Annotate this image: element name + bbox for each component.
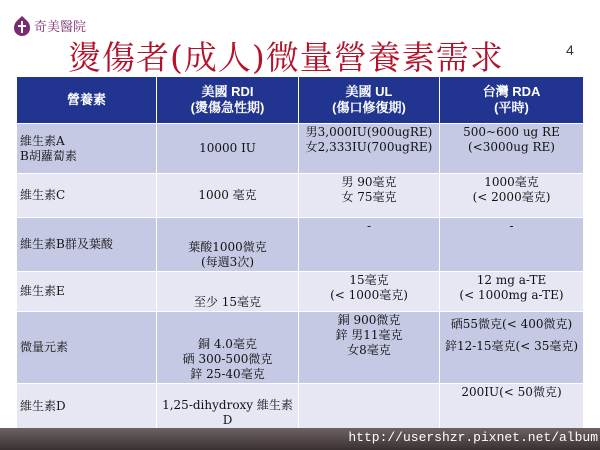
ul-value: 男3,000IU(900ugRE) 女2,333IU(700ugRE) — [299, 124, 440, 174]
rda-value: 500~600 ug RE (<3000ug RE) — [440, 124, 584, 174]
rda-value: 硒55微克(< 400微克) 鋅12-15毫克(< 35毫克) — [440, 312, 584, 384]
logo-text: 奇美醫院 — [34, 20, 87, 35]
table-row — [17, 312, 584, 384]
nutrient-name: 維生素A B胡蘿蔔素 — [17, 124, 157, 174]
ul-value: 15毫克 (< 1000毫克) — [299, 272, 440, 312]
nutrient-name: 維生素D — [17, 384, 157, 430]
ul-value: 銅 900微克 鋅 男11毫克 女8毫克 — [299, 312, 440, 384]
slide-title: 燙傷者(成人)微量營養素需求 — [68, 38, 504, 77]
header-nutrient: 營養素 — [17, 77, 157, 124]
ul-value: - — [299, 218, 440, 272]
table-row — [17, 124, 584, 174]
nutrient-table — [16, 76, 584, 430]
rda-value: 200IU(< 50微克) — [440, 384, 584, 430]
rdi-value: 至少 15毫克 — [157, 272, 299, 312]
rdi-value: 銅 4.0毫克 硒 300-500微克 鋅 25-40毫克 — [157, 312, 299, 384]
table-row — [17, 218, 584, 272]
hospital-emblem-icon — [12, 14, 32, 38]
nutrient-name: 維生素C — [17, 174, 157, 218]
rdi-value: 葉酸1000微克 (每週3次) — [157, 218, 299, 272]
nutrient-name: 維生素E — [17, 272, 157, 312]
table-row — [17, 272, 584, 312]
header-us-ul: 美國 UL (傷口修復期) — [299, 77, 440, 124]
table-header-row — [17, 77, 584, 124]
rdi-value: 1,25-dihydroxy 維生素D — [157, 384, 299, 430]
rdi-value: 1000 毫克 — [157, 174, 299, 218]
rdi-value: 10000 IU — [157, 124, 299, 174]
watermark-url: http://usershzr.pixnet.net/album — [348, 430, 598, 445]
table-row — [17, 384, 584, 430]
slide-number: 4 — [566, 42, 574, 58]
header-us-rdi: 美國 RDI (燙傷急性期) — [157, 77, 299, 124]
rda-value: 12 mg a-TE (< 1000mg a-TE) — [440, 272, 584, 312]
ul-value — [299, 384, 440, 430]
rda-value: 1000毫克 (< 2000毫克) — [440, 174, 584, 218]
nutrient-name: 微量元素 — [17, 312, 157, 384]
header-tw-rda: 台灣 RDA (平時) — [440, 77, 584, 124]
table-row — [17, 174, 584, 218]
ul-value: 男 90毫克 女 75毫克 — [299, 174, 440, 218]
rda-value: - — [440, 218, 584, 272]
nutrient-name: 維生素B群及葉酸 — [17, 218, 157, 272]
